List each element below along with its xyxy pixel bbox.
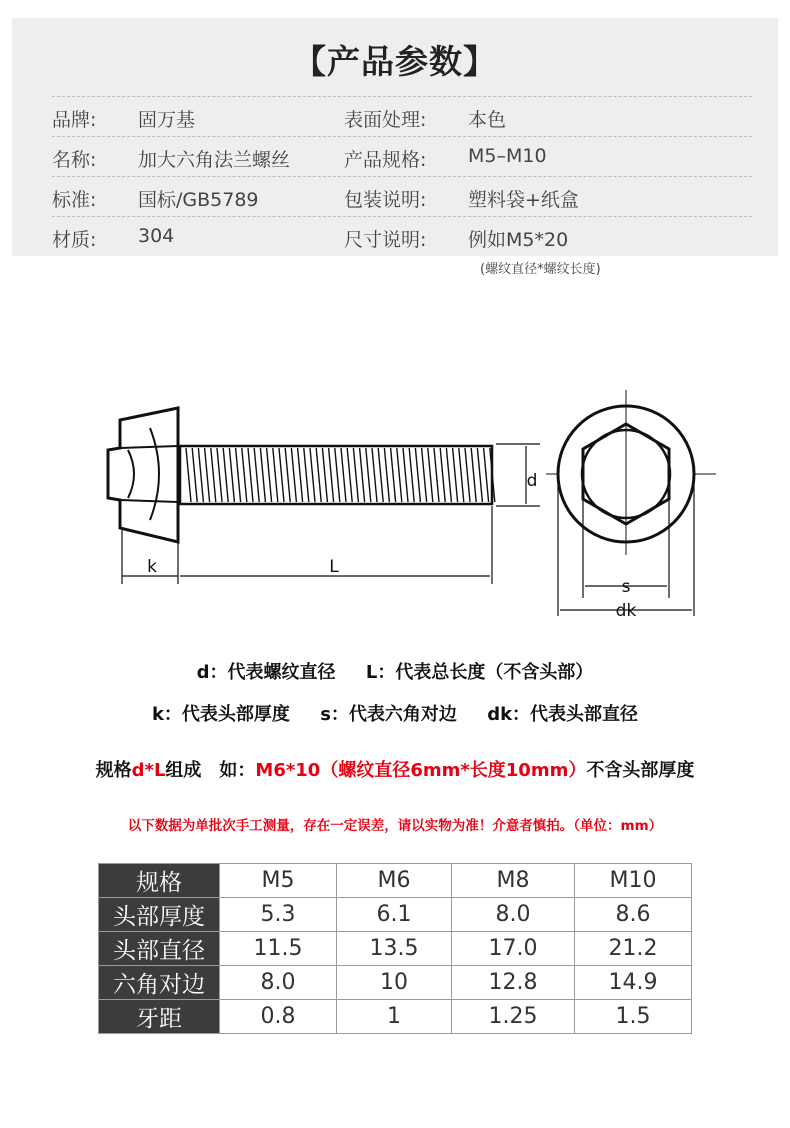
row-divider xyxy=(52,216,752,217)
table-cell: 11.5 xyxy=(220,932,337,966)
legend-d: d：代表螺纹直径 xyxy=(196,662,336,683)
table-cell: 1.25 xyxy=(452,1000,575,1034)
size-note: (螺纹直径*螺纹长度) xyxy=(480,262,601,277)
row-divider xyxy=(52,176,752,177)
param-key: 材质: xyxy=(52,229,97,251)
param-value: 加大六角法兰螺丝 xyxy=(138,149,291,171)
disclaimer: 以下数据为单批次手工测量，存在一定误差，请以实物为准！介意者慎拍。（单位：mm） xyxy=(127,818,663,834)
row-divider xyxy=(52,136,752,137)
spec-example xyxy=(0,756,790,782)
params-title: 【产品参数】 xyxy=(293,42,497,81)
table-cell: 10 xyxy=(337,966,452,1000)
param-key: 表面处理: xyxy=(344,109,427,131)
table-col-header: M6 xyxy=(337,864,452,898)
param-row xyxy=(52,136,752,176)
table-cell: 14.9 xyxy=(575,966,692,1000)
param-key: 包装说明: xyxy=(344,189,427,211)
table-cell: 17.0 xyxy=(452,932,575,966)
table-row-label: 六角对边 xyxy=(99,966,220,1000)
param-row xyxy=(52,176,752,216)
param-value: 塑料袋+纸盒 xyxy=(468,189,579,211)
param-key: 产品规格: xyxy=(344,149,427,171)
legend-dk: dk：代表头部直径 xyxy=(487,704,639,725)
legend-s: s：代表六角对边 xyxy=(320,704,457,725)
spec-table xyxy=(98,863,692,1034)
legend-L: L：代表总长度（不含头部） xyxy=(365,662,594,683)
label-s: s xyxy=(621,577,631,597)
table-cell: 1.5 xyxy=(575,1000,692,1034)
param-key: 尺寸说明: xyxy=(344,229,427,251)
table-cell: 21.2 xyxy=(575,932,692,966)
legend-k: k：代表头部厚度 xyxy=(151,704,290,725)
table-row-label: 头部厚度 xyxy=(99,898,220,932)
param-row xyxy=(52,216,752,256)
table-cell: 13.5 xyxy=(337,932,452,966)
param-value: 国标/GB5789 xyxy=(138,189,259,211)
table-row xyxy=(99,966,692,1000)
param-value: 本色 xyxy=(468,109,507,131)
param-row xyxy=(52,96,752,136)
table-cell: 5.3 xyxy=(220,898,337,932)
param-key: 品牌: xyxy=(52,109,97,131)
table-cell: 8.6 xyxy=(575,898,692,932)
param-value: 例如M5*20 xyxy=(468,229,569,251)
table-cell: 6.1 xyxy=(337,898,452,932)
table-col-header: M8 xyxy=(452,864,575,898)
table-cell: 8.0 xyxy=(452,898,575,932)
spec-text: d*L xyxy=(131,760,166,781)
table-header-row xyxy=(99,864,692,898)
legend-line-1 xyxy=(0,658,790,684)
table-row-label: 规格 xyxy=(99,864,220,898)
param-value: 固万基 xyxy=(138,109,196,131)
label-d: d xyxy=(526,471,538,491)
spec-text: M6*10（螺纹直径6mm*长度10mm） xyxy=(255,760,587,781)
table-row xyxy=(99,1000,692,1034)
label-L: L xyxy=(329,557,339,577)
row-divider xyxy=(52,96,752,97)
table-col-header: M10 xyxy=(575,864,692,898)
bolt-diagram xyxy=(0,380,790,630)
label-dk: dk xyxy=(615,601,637,621)
table-cell: 12.8 xyxy=(452,966,575,1000)
spec-text: 不含头部厚度 xyxy=(586,760,695,781)
params-panel xyxy=(12,18,778,256)
table-cell: 8.0 xyxy=(220,966,337,1000)
table-col-header: M5 xyxy=(220,864,337,898)
param-key: 名称: xyxy=(52,149,97,171)
label-k: k xyxy=(147,557,157,577)
table-row-label: 牙距 xyxy=(99,1000,220,1034)
table-cell: 0.8 xyxy=(220,1000,337,1034)
table-cell: 1 xyxy=(337,1000,452,1034)
legend-line-2 xyxy=(0,700,790,726)
param-value: 304 xyxy=(138,225,175,247)
param-key: 标准: xyxy=(52,189,97,211)
bolt-side-view xyxy=(108,408,495,542)
spec-text: 组成 如： xyxy=(165,760,256,781)
spec-text: 规格 xyxy=(95,760,132,781)
table-row-label: 头部直径 xyxy=(99,932,220,966)
table-row xyxy=(99,932,692,966)
param-value: M5–M10 xyxy=(468,145,547,167)
table-row xyxy=(99,898,692,932)
bolt-end-view xyxy=(546,390,716,555)
